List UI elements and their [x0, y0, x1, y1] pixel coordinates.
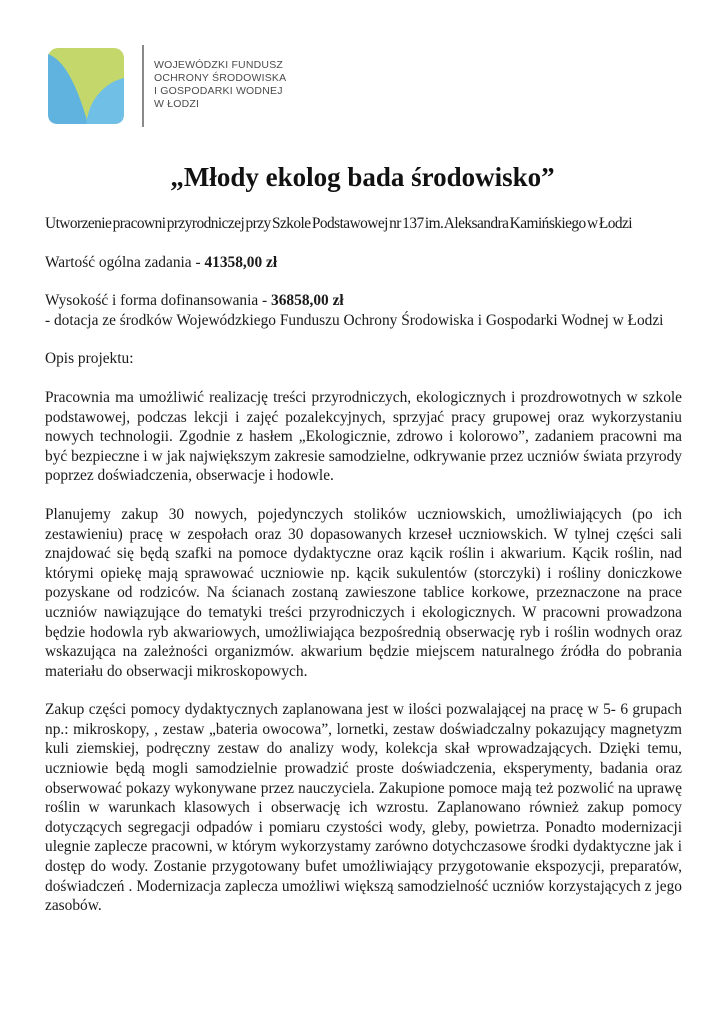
fund-name-line: OCHRONY ŚRODOWISKA	[154, 72, 287, 84]
funding-label: Wysokość i forma dofinansowania -	[45, 292, 272, 310]
description-paragraph: Planujemy zakup 30 nowych, pojedynczych stolików uczniowskich, umożliwiających (po ich zestawieniu) pracę w zespołach oraz 30 dopasowanych krzeseł uczniowskich. W tylnej części sali znajdować się będą szafki na pomoce dydaktyczne oraz kącik roślin i akwarium. Kącik roślin, nad którymi opiekę mają sprawować uczniowie np. kącik sukulentów (storczyki) i rośliny doniczkowe pozyskane od rodziców. Na ścianach zostaną zawieszone tablice korkowe, przeznaczone na prace uczniów nawiązujące do tematyki treści przyrodniczych i ekologicznych. W pracowni prowadzona będzie hodowla ryb akwariowych, umożliwiająca bezpośrednią obserwację ryb i roślin wodnych oraz wskazująca na zależności organizmów. akwarium będzie miejscem naturalnego źródła do pobrania materiału do obserwacji mikroskopowych.	[45, 505, 682, 680]
funding-section	[45, 291, 682, 330]
wfosigw-logo-icon	[48, 48, 124, 124]
logo-divider	[142, 45, 144, 127]
fund-name-line: W ŁODZI	[154, 98, 200, 110]
header	[48, 45, 308, 130]
description-label: Opis projektu:	[45, 350, 134, 368]
page-title: „Młody ekolog bada środowisko”	[170, 162, 555, 192]
total-value	[45, 253, 682, 273]
total-value-label: Wartość ogólna zadania -	[45, 253, 205, 271]
funding-note: - dotacja ze środków Wojewódzkiego Funduszu Ochrony Środowiska i Gospodarki Wodnej w Łodzi	[45, 311, 664, 329]
description-paragraph: Pracownia ma umożliwić realizację treści przyrodniczych, ekologicznych i prozdrowotnych w szkole podstawowej, podczas lekcji i zajęć pozalekcyjnych, sprzyjać pracy grupowej oraz wykorzystaniu nowych technologii. Zgodnie z hasłem „Ekologicznie, zdrowo i kolorowo”, zadaniem pracowni ma być bezpieczne i w jak największym zakresie samodzielne, odkrywanie przez uczniów świata przyrody poprzez doświadczenia, obserwacje i hodowle.	[45, 388, 682, 485]
funding-line	[45, 291, 682, 311]
funding-amount: 36858,00 zł	[271, 292, 344, 310]
fund-name	[154, 59, 286, 111]
total-value-amount: 41358,00 zł	[204, 253, 278, 271]
fund-name-line: WOJEWÓDZKI FUNDUSZ	[154, 59, 284, 71]
document-body	[45, 214, 682, 935]
fund-name-line: I GOSPODARKI WODNEJ	[154, 85, 283, 97]
project-intro: Utworzenie pracowni przyrodniczej przy Szkole Podstawowej nr 137 im. Aleksandra Kamińskiego w Łodzi	[45, 215, 633, 232]
description-paragraph: Zakup części pomocy dydaktycznych zaplanowana jest w ilości pozwalającej na pracę w 5- 6 grupach np.: mikroskopy, , zestaw „bateria owocowa”, lornetki, zestaw doświadczalny pokazujący magnetyzm kuli ziemskiej, podręczny zestaw do analizy wody, kolekcja skał wprowadzających. Dzięki temu, uczniowie będą mogli samodzielnie prowadzić proste doświadczenia, eksperymenty, badania oraz obserwować pokazy wykonywane przez nauczyciela. Zakupione pomoce mają też pozwolić na uprawę roślin w warunkach klasowych i obserwację ich wzrostu. Zaplanowano również zakup pomocy dotyczących segregacji odpadów i pomiaru czystości wody, gleby, powietrza. Ponadto modernizacji ulegnie zaplecze pracowni, w którym wykorzystamy zarówno dotychczasowe środki dydaktyczne jak i dostęp do wody. Zostanie przygotowany bufet umożliwiający przygotowanie ekspozycji, preparatów, doświadczeń . Modernizacja zaplecza umożliwi większą samodzielność uczniów korzystających z jego zasobów.	[45, 701, 682, 915]
